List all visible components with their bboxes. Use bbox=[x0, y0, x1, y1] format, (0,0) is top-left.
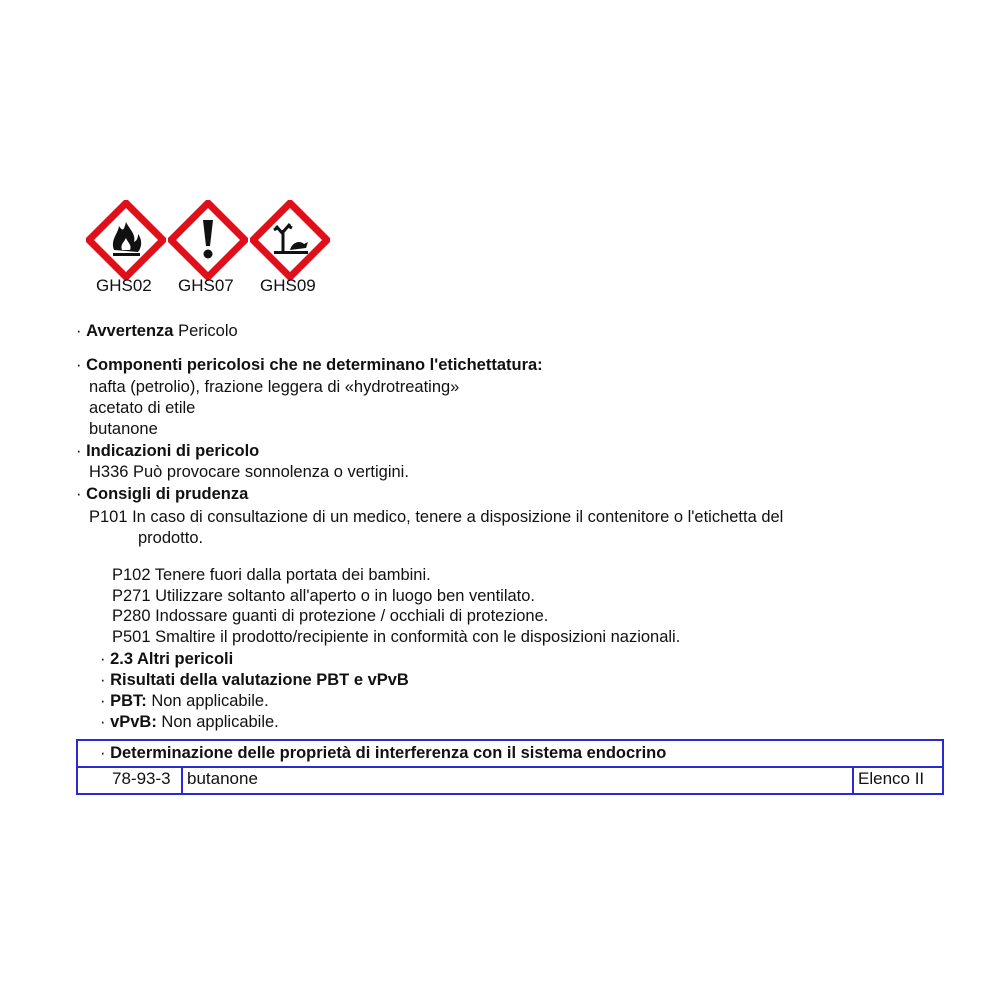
vpvb-label: vPvB: bbox=[110, 712, 157, 731]
endocrine-heading-text: Determinazione delle proprietà di interferenza con il sistema endocrino bbox=[110, 743, 667, 762]
ghs02-label: GHS02 bbox=[96, 276, 152, 295]
list-name: Elenco II bbox=[858, 769, 925, 788]
pbt-value: Non applicabile. bbox=[151, 691, 269, 710]
bullet: · bbox=[100, 712, 106, 731]
environment-icon bbox=[250, 200, 330, 280]
ghs02-pictogram bbox=[86, 200, 166, 280]
cas-number: 78-93-3 bbox=[112, 769, 171, 788]
component-item: nafta (petrolio), frazione leggera di «hydrotreating» bbox=[89, 377, 460, 396]
precaution-statement-cont: prodotto. bbox=[138, 528, 204, 547]
pbt-heading bbox=[100, 670, 409, 690]
pbt-label: PBT: bbox=[110, 691, 147, 710]
exclamation-icon bbox=[168, 200, 248, 280]
component-item: acetato di etile bbox=[89, 398, 196, 417]
precaution-statement: P280 Indossare guanti di protezione / occhiali di protezione. bbox=[112, 606, 549, 625]
pbt-line bbox=[100, 691, 269, 711]
bullet: · bbox=[100, 691, 106, 710]
bullet: · bbox=[76, 484, 82, 503]
bullet: · bbox=[100, 743, 106, 762]
precaution-statement: P102 Tenere fuori dalla portata dei bambini. bbox=[112, 565, 431, 584]
bullet: · bbox=[76, 441, 82, 460]
signal-word-line bbox=[76, 321, 238, 341]
pbt-heading-text: Risultati della valutazione PBT e vPvB bbox=[110, 670, 409, 689]
endocrine-table bbox=[76, 739, 944, 795]
ghs09-label: GHS09 bbox=[260, 276, 316, 295]
precaution-statement: P271 Utilizzare soltanto all'aperto o in luogo ben ventilato. bbox=[112, 586, 535, 605]
bullet: · bbox=[76, 321, 82, 340]
precaution-heading-text: Consigli di prudenza bbox=[86, 484, 249, 503]
signal-word-label: Avvertenza bbox=[86, 321, 174, 340]
bullet: · bbox=[76, 355, 82, 374]
ghs07-label: GHS07 bbox=[178, 276, 234, 295]
hazard-heading bbox=[76, 441, 259, 461]
substance-name: butanone bbox=[187, 769, 258, 788]
component-item: butanone bbox=[89, 419, 158, 438]
precaution-statement: P501 Smaltire il prodotto/recipiente in conformità con le disposizioni nazionali. bbox=[112, 627, 681, 646]
bullet: · bbox=[100, 649, 106, 668]
hazard-statement: H336 Può provocare sonnolenza o vertigini. bbox=[89, 462, 409, 481]
bullet: · bbox=[100, 670, 106, 689]
hazard-heading-text: Indicazioni di pericolo bbox=[86, 441, 260, 460]
vpvb-value: Non applicabile. bbox=[161, 712, 279, 731]
precaution-heading bbox=[76, 484, 248, 504]
endocrine-table-heading bbox=[100, 743, 666, 763]
components-heading-text: Componenti pericolosi che ne determinano l'etichettatura: bbox=[86, 355, 543, 374]
components-heading bbox=[76, 355, 543, 375]
other-hazards-heading-text: 2.3 Altri pericoli bbox=[110, 649, 234, 668]
flame-icon bbox=[86, 200, 166, 280]
table-divider bbox=[852, 767, 854, 793]
ghs09-pictogram bbox=[250, 200, 330, 280]
table-divider bbox=[78, 766, 942, 768]
ghs07-pictogram bbox=[168, 200, 248, 280]
table-divider bbox=[181, 767, 183, 793]
precaution-statement: P101 In caso di consultazione di un medico, tenere a disposizione il contenitore o l'etichetta del bbox=[89, 507, 784, 526]
signal-word-value: Pericolo bbox=[178, 321, 238, 340]
vpvb-line bbox=[100, 712, 279, 732]
other-hazards-heading bbox=[100, 649, 233, 669]
